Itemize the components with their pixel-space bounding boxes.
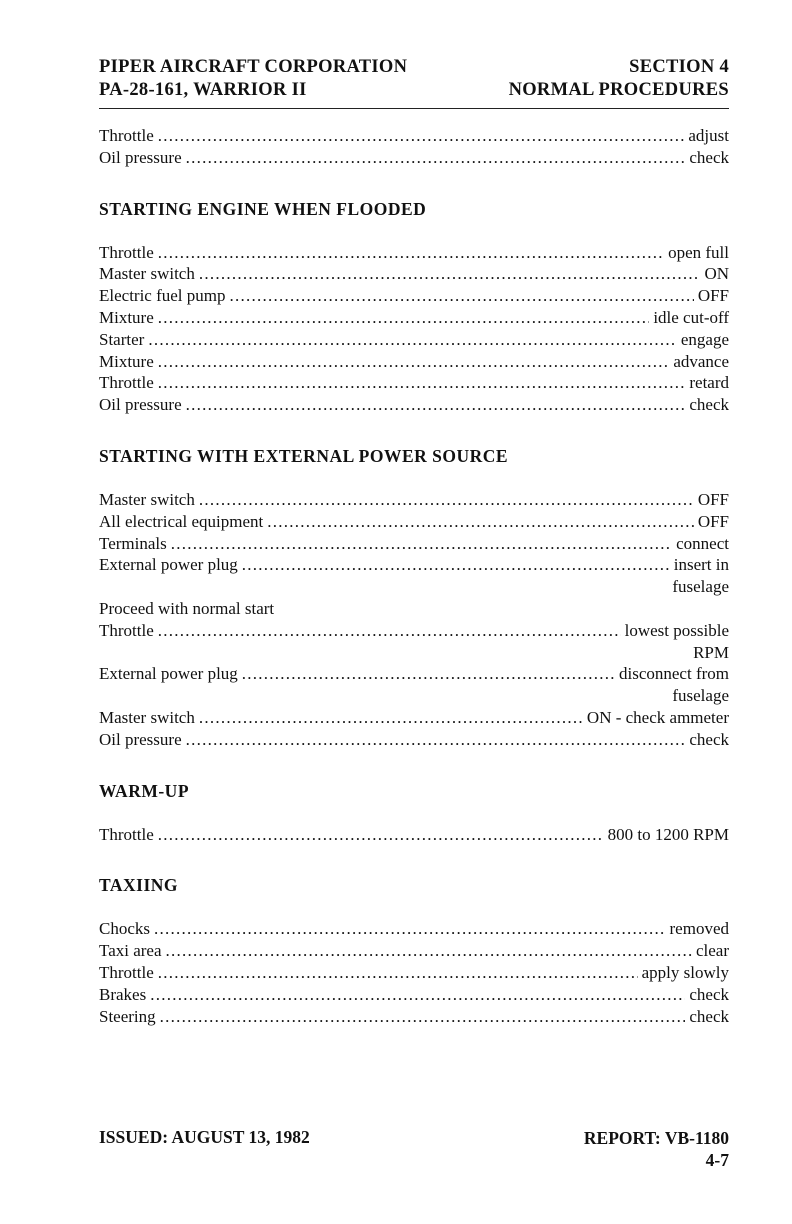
checklist-item bbox=[99, 489, 729, 511]
checklist-item bbox=[99, 242, 729, 264]
dot-leader bbox=[230, 285, 694, 307]
dot-leader bbox=[242, 554, 670, 576]
checklist-item bbox=[99, 394, 729, 416]
warmup-checklist bbox=[99, 824, 729, 846]
checklist-item bbox=[99, 351, 729, 373]
page bbox=[99, 56, 729, 1027]
checklist-item bbox=[99, 940, 729, 962]
checklist-item-action: advance bbox=[673, 351, 729, 371]
checklist-item bbox=[99, 147, 729, 169]
checklist-item-label: Mixture bbox=[99, 307, 154, 327]
header-section-title: NORMAL PROCEDURES bbox=[508, 80, 729, 100]
checklist-item-label: Chocks bbox=[99, 919, 150, 939]
dot-leader bbox=[186, 729, 686, 751]
checklist-item bbox=[99, 729, 729, 751]
dot-leader bbox=[158, 962, 638, 984]
checklist-item bbox=[99, 125, 729, 147]
checklist-item-label: Brakes bbox=[99, 984, 147, 1004]
checklist-item-label: Throttle bbox=[99, 242, 154, 262]
checklist-item bbox=[99, 962, 729, 984]
checklist-item-action-continued: fuselage bbox=[672, 577, 729, 597]
checklist-item bbox=[99, 663, 729, 685]
checklist-item-label: Throttle bbox=[99, 824, 154, 844]
taxiing-checklist bbox=[99, 918, 729, 1027]
checklist-item-label: Terminals bbox=[99, 533, 167, 553]
dot-leader bbox=[158, 372, 686, 394]
checklist-item-label: Throttle bbox=[99, 373, 154, 393]
external-power-checklist bbox=[99, 489, 729, 751]
checklist-item-action: adjust bbox=[688, 126, 729, 145]
section-title-taxiing: TAXIING bbox=[99, 875, 179, 896]
section-title-external-power: STARTING WITH EXTERNAL POWER SOURCE bbox=[99, 445, 509, 466]
checklist-item bbox=[99, 307, 729, 329]
flooded-checklist bbox=[99, 242, 729, 416]
checklist-item-label: External power plug bbox=[99, 555, 238, 575]
checklist-item-label: Master switch bbox=[99, 707, 195, 727]
checklist-item-action: removed bbox=[669, 919, 729, 939]
dot-leader bbox=[199, 263, 701, 285]
dot-leader bbox=[171, 533, 672, 555]
checklist-item-action: OFF bbox=[697, 489, 729, 509]
dot-leader bbox=[158, 824, 604, 846]
checklist-item-action: check bbox=[689, 395, 729, 415]
checklist-item bbox=[99, 329, 729, 351]
dot-leader bbox=[158, 351, 670, 373]
checklist-item-action: OFF bbox=[697, 511, 729, 531]
checklist-item-action-continued: RPM bbox=[693, 642, 729, 662]
checklist-item-label: Steering bbox=[99, 1006, 156, 1026]
dot-leader bbox=[166, 940, 692, 962]
dot-leader bbox=[186, 394, 686, 416]
checklist-item-action: OFF bbox=[697, 286, 729, 306]
checklist-item-action: check bbox=[689, 984, 729, 1004]
checklist-item-label: Mixture bbox=[99, 351, 154, 371]
page-footer bbox=[99, 1127, 729, 1171]
checklist-item-label: External power plug bbox=[99, 664, 238, 684]
section-title-warmup: WARM-UP bbox=[99, 780, 190, 801]
checklist-item bbox=[99, 620, 729, 642]
section-warmup bbox=[99, 781, 729, 846]
checklist-item-label: Master switch bbox=[99, 489, 195, 509]
header-company: PIPER AIRCRAFT CORPORATION bbox=[99, 57, 408, 77]
checklist-item-action: apply slowly bbox=[641, 962, 729, 982]
report-number: REPORT: VB-1180 bbox=[583, 1128, 729, 1148]
dot-leader bbox=[158, 242, 664, 264]
checklist-item-label: Throttle bbox=[99, 962, 154, 982]
checklist-item-action: 800 to 1200 RPM bbox=[607, 824, 729, 844]
checklist-note: Proceed with normal start bbox=[99, 598, 275, 618]
checklist-item-action: check bbox=[689, 147, 729, 167]
header-section: SECTION 4 bbox=[629, 57, 729, 77]
header-model: PA-28-161, WARRIOR II bbox=[99, 80, 307, 100]
section-taxiing bbox=[99, 875, 729, 1027]
checklist-item bbox=[99, 533, 729, 555]
section-title-flooded: STARTING ENGINE WHEN FLOODED bbox=[99, 198, 427, 219]
dot-leader bbox=[150, 984, 685, 1006]
header-divider bbox=[99, 108, 729, 109]
checklist-item-action: lowest possible bbox=[624, 620, 729, 640]
dot-leader bbox=[242, 663, 615, 685]
checklist-item bbox=[99, 285, 729, 307]
checklist-item-action: ON - check ammeter bbox=[586, 707, 729, 727]
checklist-item-action: ON bbox=[704, 264, 729, 284]
checklist-item-action-continued: fuselage bbox=[672, 686, 729, 706]
dot-leader bbox=[160, 1006, 686, 1028]
checklist-item-action: clear bbox=[695, 941, 729, 961]
checklist-item-label: Electric fuel pump bbox=[99, 286, 226, 306]
dot-leader bbox=[154, 918, 666, 940]
section-flooded bbox=[99, 199, 729, 416]
dot-leader bbox=[267, 511, 694, 533]
checklist-item bbox=[99, 824, 729, 846]
checklist-item-action: check bbox=[689, 729, 729, 749]
checklist-item-action: engage bbox=[680, 329, 729, 349]
dot-leader bbox=[186, 147, 686, 169]
checklist-item-action: disconnect from bbox=[619, 664, 729, 684]
checklist-item-label: Oil pressure bbox=[99, 395, 182, 415]
checklist-item-action: retard bbox=[689, 373, 729, 393]
checklist-item-action: check bbox=[689, 1006, 729, 1026]
page-number: 4-7 bbox=[705, 1150, 729, 1170]
dot-leader bbox=[199, 707, 583, 729]
dot-leader bbox=[199, 489, 694, 511]
checklist-item bbox=[99, 554, 729, 576]
checklist-item bbox=[99, 984, 729, 1006]
checklist-item-action: idle cut-off bbox=[653, 307, 729, 327]
checklist-item bbox=[99, 263, 729, 285]
issue-date: ISSUED: AUGUST 13, 1982 bbox=[99, 1127, 310, 1147]
checklist-item-action: open full bbox=[668, 242, 729, 262]
checklist-item-label: Oil pressure bbox=[99, 729, 182, 749]
checklist-item-action: connect bbox=[676, 533, 729, 553]
checklist-item-label: Throttle bbox=[99, 126, 154, 145]
checklist-item bbox=[99, 918, 729, 940]
checklist-item-label: Starter bbox=[99, 329, 145, 349]
checklist-item bbox=[99, 372, 729, 394]
dot-leader bbox=[158, 125, 685, 147]
checklist-item-label: Master switch bbox=[99, 264, 195, 284]
checklist-item bbox=[99, 511, 729, 533]
top-checklist bbox=[99, 125, 729, 169]
dot-leader bbox=[158, 620, 621, 642]
dot-leader bbox=[148, 329, 677, 351]
checklist-item bbox=[99, 707, 729, 729]
checklist-item-action: insert in bbox=[673, 555, 729, 575]
checklist-item-label: Oil pressure bbox=[99, 147, 182, 167]
page-header bbox=[99, 56, 729, 102]
checklist-item bbox=[99, 1006, 729, 1028]
checklist-item-label: Taxi area bbox=[99, 941, 162, 961]
checklist-item-label: Throttle bbox=[99, 620, 154, 640]
checklist-item-label: All electrical equipment bbox=[99, 511, 264, 531]
dot-leader bbox=[158, 307, 650, 329]
section-external-power bbox=[99, 446, 729, 751]
